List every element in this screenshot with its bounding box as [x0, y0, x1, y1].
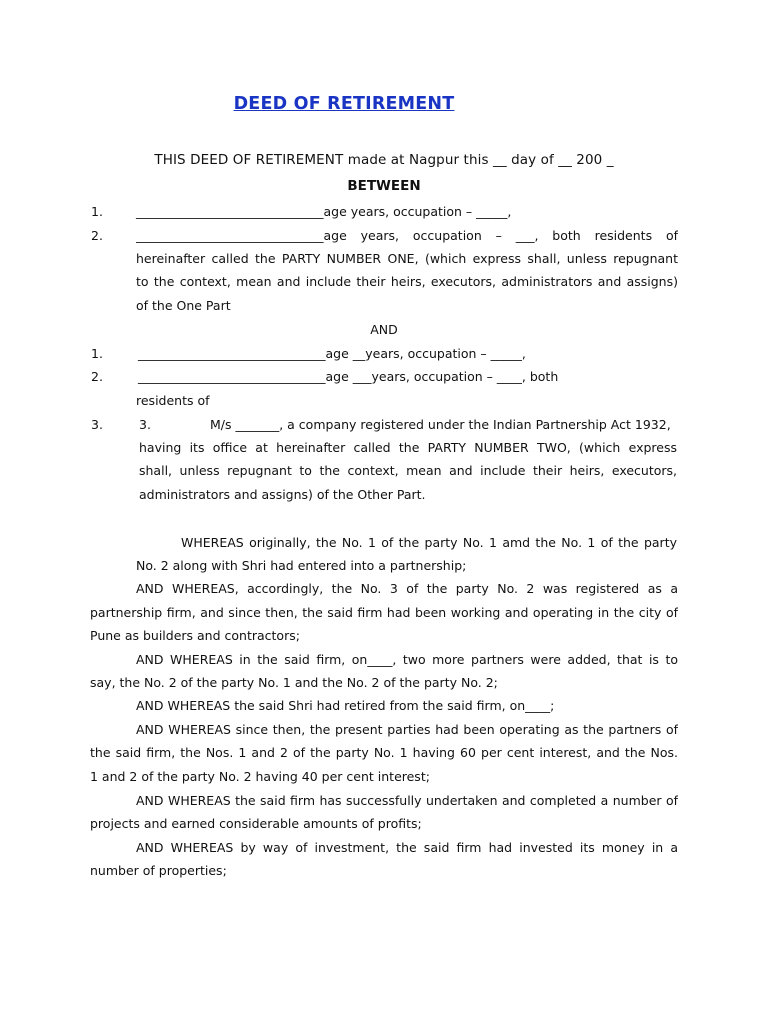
recital-line: AND WHEREAS the said firm has successfully undertaken and completed a number of — [136, 793, 678, 808]
recital-line: Pune as builders and contractors; — [90, 628, 300, 643]
intro-line: THIS DEED OF RETIREMENT made at Nagpur this __ day of __ 200 _ — [154, 152, 614, 168]
recital-line: No. 2 along with Shri had entered into a partnership; — [136, 558, 467, 573]
and-separator: AND — [370, 322, 398, 337]
party-two-line-1: ______________________________age __years, occupation – _____, — [138, 346, 526, 361]
document-title: DEED OF RETIREMENT — [233, 94, 455, 114]
party-two-subnumber-3: 3. — [139, 417, 151, 432]
party-two-line-3: residents of — [136, 393, 210, 408]
party-two-line-2: ______________________________age ___years, occupation – ____, both — [138, 369, 559, 384]
recital-line: say, the No. 2 of the party No. 1 and the No. 2 of the party No. 2; — [90, 675, 498, 690]
party-two-line-7: administrators and assigns) of the Other Part. — [139, 487, 426, 502]
party-one-number-1: 1. — [91, 204, 103, 219]
recital-line: number of properties; — [90, 863, 227, 878]
party-two-number-3: 3. — [91, 417, 103, 432]
recital-line: WHEREAS originally, the No. 1 of the party No. 1 amd the No. 1 of the party — [181, 535, 677, 550]
recital-line: projects and earned considerable amounts of profits; — [90, 816, 422, 831]
recital-line: 1 and 2 of the party No. 2 having 40 per cent interest; — [90, 769, 430, 784]
recital-line: AND WHEREAS, accordingly, the No. 3 of the party No. 2 was registered as a — [136, 581, 678, 596]
recital-line: AND WHEREAS since then, the present parties had been operating as the partners of — [136, 722, 678, 737]
party-one-line-3: hereinafter called the PARTY NUMBER ONE, (which express shall, unless repugnant — [136, 251, 678, 266]
between-heading: BETWEEN — [347, 178, 421, 194]
recital-line: AND WHEREAS by way of investment, the said firm had invested its money in a — [136, 840, 678, 855]
party-two-line-6: shall, unless repugnant to the context, mean and include their heirs, executors, — [139, 463, 677, 478]
party-one-line-2: ______________________________age years, occupation – ___, both residents of — [136, 228, 678, 243]
party-one-line-4: to the context, mean and include their heirs, executors, administrators and assigns) — [136, 274, 678, 289]
recital-line: AND WHEREAS in the said firm, on____, two more partners were added, that is to — [136, 652, 678, 667]
party-one-line-1: ______________________________age years, occupation – _____, — [136, 204, 512, 219]
party-two-number-2: 2. — [91, 369, 103, 384]
party-two-line-4: M/s _______, a company registered under the Indian Partnership Act 1932, — [210, 417, 671, 432]
recital-line: AND WHEREAS the said Shri had retired from the said firm, on____; — [136, 698, 555, 713]
recital-line: partnership firm, and since then, the said firm had been working and operating in the city of — [90, 605, 678, 620]
party-one-line-5: of the One Part — [136, 298, 231, 313]
recital-line: the said firm, the Nos. 1 and 2 of the party No. 1 having 60 per cent interest, and the Nos. — [90, 745, 678, 760]
party-two-number-1: 1. — [91, 346, 103, 361]
party-one-number-2: 2. — [91, 228, 103, 243]
party-two-line-5: having its office at hereinafter called the PARTY NUMBER TWO, (which express — [139, 440, 677, 455]
